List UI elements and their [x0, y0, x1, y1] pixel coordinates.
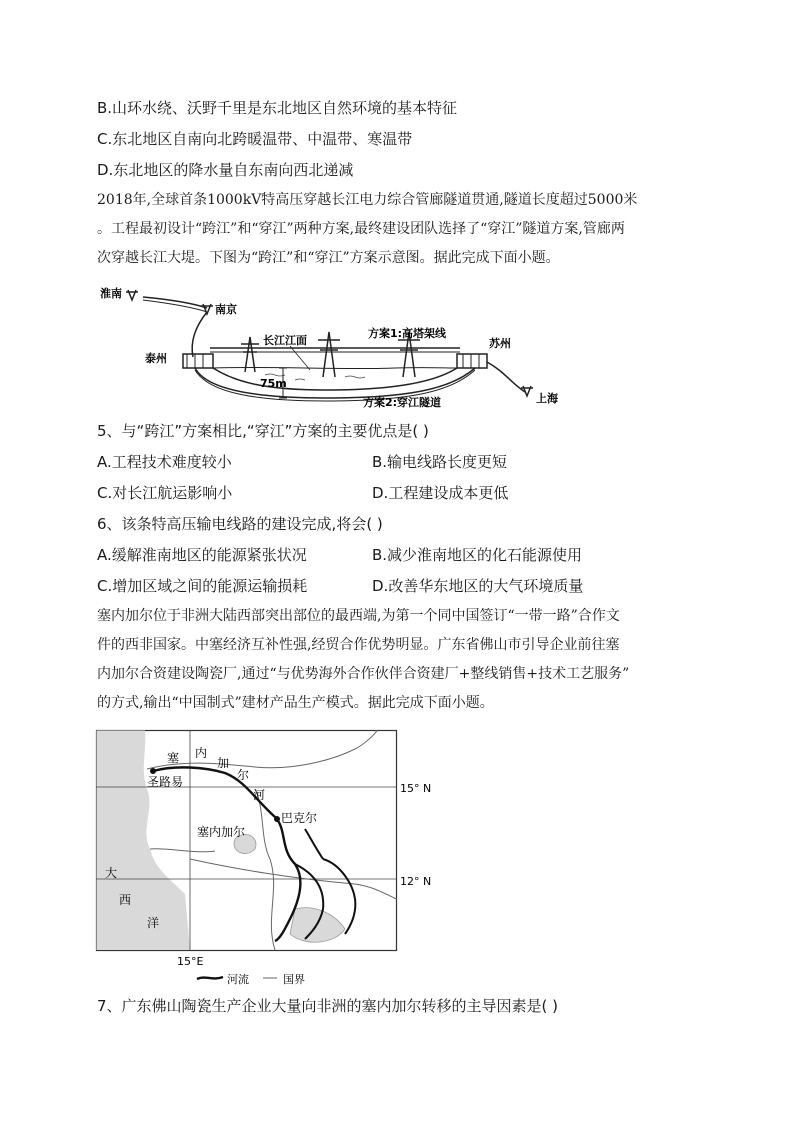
label-suzhou: 苏州: [489, 337, 511, 350]
tower-icon: [318, 332, 340, 377]
border-line: [150, 849, 215, 852]
label-lon-15: 15°E: [177, 955, 204, 968]
label-er: 尔: [237, 768, 250, 782]
passage-1-line: 次穿越长江大堤。下图为“跨江”和“穿江”方案示意图。据此完成下面小题。: [97, 250, 560, 266]
label-lat-15: 15° N: [400, 782, 432, 795]
label-river-surface: 长江江面: [263, 334, 307, 347]
legend-river-icon: [197, 977, 223, 979]
option-c-line: C.东北地区自南向北跨暖温带、中温带、寒温带: [97, 130, 413, 148]
label-taizhou: 泰州: [145, 352, 167, 365]
bank-structure-right: [457, 354, 487, 368]
passage-2-line: 件的西非国家。中塞经济互补性强,经贸合作优势明显。广东省佛山市引导企业前往塞: [97, 637, 620, 653]
label-lat-12: 12° N: [400, 875, 432, 888]
q6-option-b[interactable]: B.减少淮南地区的化石能源使用: [372, 546, 583, 564]
label-plan1: 方案1:高塔架线: [368, 327, 447, 340]
q5-option-d[interactable]: D.工程建设成本更低: [372, 484, 509, 502]
question-6-stem: 6、该条特高压输电线路的建设完成,将会( ): [97, 515, 383, 533]
q5-option-a[interactable]: A.工程技术难度较小: [97, 453, 232, 471]
tower-icon: [201, 304, 213, 314]
label-nei: 内: [195, 746, 208, 760]
label-depth: 75m: [260, 377, 287, 390]
passage-1: [97, 186, 697, 273]
question-5-stem: 5、与“跨江”方案相比,“穿江”方案的主要优点是( ): [97, 422, 429, 440]
q5-option-b[interactable]: B.输电线路长度更短: [372, 453, 508, 471]
city-bakel-marker: [274, 816, 280, 822]
passage-1-line: 。工程最初设计“跨江”和“穿江”两种方案,最终建设团队选择了“穿江”隧道方案,管廊两: [97, 221, 625, 237]
legend-border-label: 国界: [283, 973, 305, 986]
label-saint-louis: 圣路易: [147, 775, 184, 789]
question-7-stem: 7、广东佛山陶瓷生产企业大量向非洲的塞内加尔转移的主导因素是( ): [97, 997, 559, 1015]
q6-option-a[interactable]: A.缓解淮南地区的能源紧张状况: [97, 546, 307, 564]
option-b-line: B.山环水绕、沃野千里是东北地区自然环境的基本特征: [97, 99, 458, 117]
tower-icon: [126, 290, 138, 300]
legend-river-label: 河流: [227, 973, 249, 986]
q6-option-c[interactable]: C.增加区域之间的能源运输损耗: [97, 577, 308, 595]
passage-1-line: 2018年,全球首条1000kV特高压穿越长江电力综合管廊隧道贯通,隧道长度超过5000米: [97, 192, 638, 208]
option-d-line: D.东北地区的降水量自东南向西北递减: [97, 161, 354, 179]
label-bakel: 巴克尔: [281, 811, 318, 825]
label-shanghai: 上海: [536, 392, 558, 405]
label-xi: 西: [119, 893, 132, 907]
label-plan2: 方案2:穿江隧道: [363, 396, 442, 409]
passage-2: [97, 602, 697, 718]
label-jia: 加: [217, 756, 230, 770]
figure-senegal-map: [95, 729, 440, 991]
label-huainan: 淮南: [100, 287, 122, 300]
label-da: 大: [105, 866, 118, 880]
q5-option-c[interactable]: C.对长江航运影响小: [97, 484, 233, 502]
border-line: [147, 731, 377, 770]
label-he: 河: [253, 788, 266, 802]
label-nanjing: 南京: [215, 303, 237, 316]
passage-2-line: 内加尔合资建设陶瓷厂,通过“与优势海外合作伙伴合资建厂+整线销售+技术工艺服务”: [97, 666, 630, 682]
tower-icon: [241, 337, 259, 372]
figure-cross-river-diagram: [95, 282, 570, 412]
label-yang: 洋: [147, 916, 160, 930]
city-saint-louis-marker: [150, 768, 156, 774]
passage-2-line: 的方式,输出“中国制式”建材产品生产模式。据此完成下面小题。: [97, 695, 494, 711]
label-sai: 塞: [167, 751, 180, 765]
q6-option-d[interactable]: D.改善华东地区的大气环境质量: [372, 577, 584, 595]
passage-2-line: 塞内加尔位于非洲大陆西部突出部位的最西端,为第一个同中国签订“一带一路”合作文: [97, 608, 620, 624]
label-senegal: 塞内加尔: [197, 825, 246, 839]
